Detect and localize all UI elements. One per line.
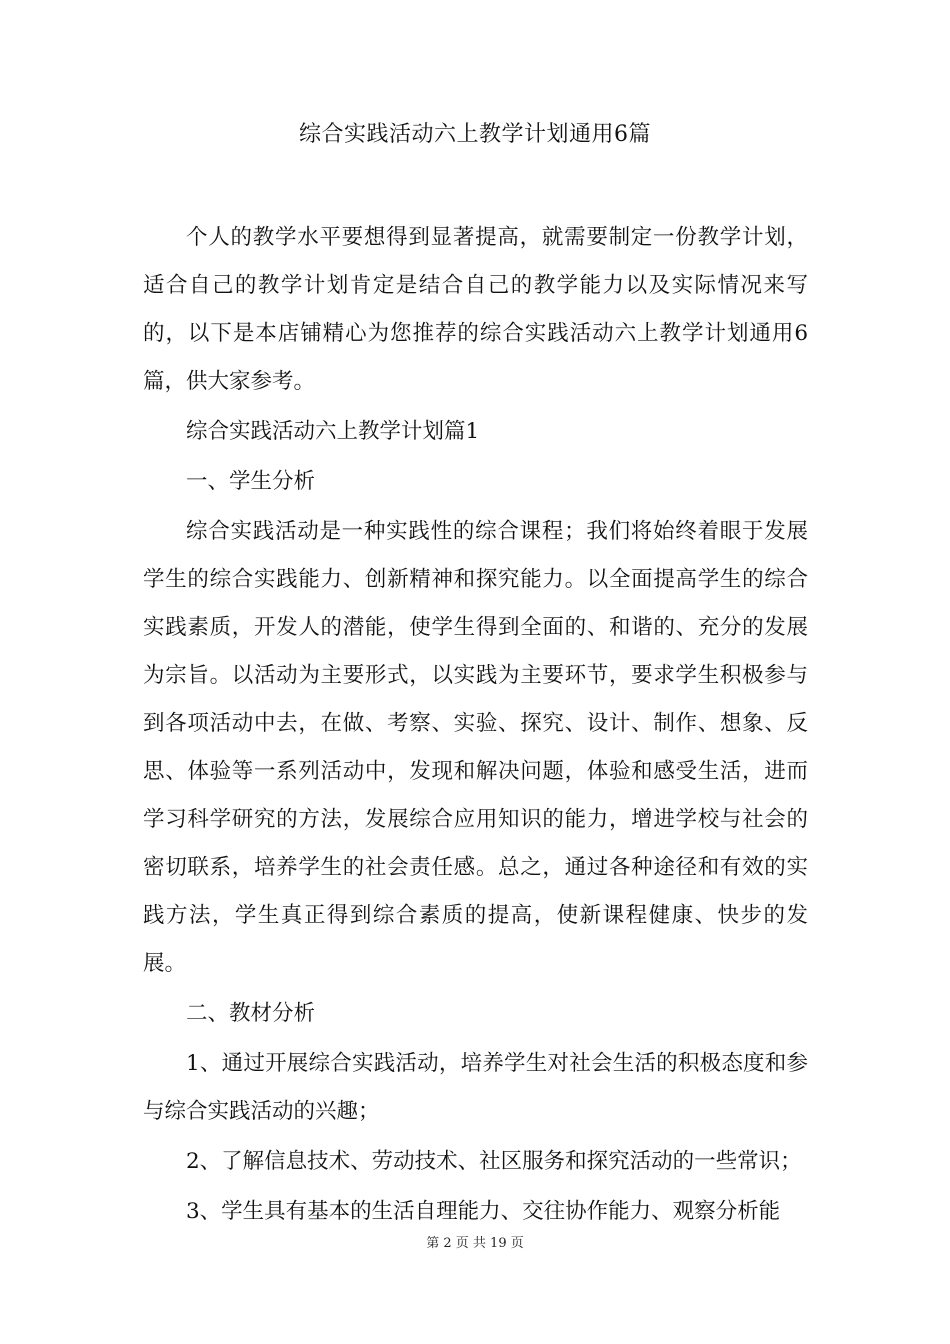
- list-item-3: 3、学生具有基本的生活自理能力、交往协作能力、观察分析能: [186, 1199, 781, 1224]
- page-title: 综合实践活动六上教学计划通用6篇: [299, 122, 651, 147]
- page-footer: 第 2 页 共 19 页: [426, 1236, 524, 1251]
- list-item-2: 2、了解信息技术、劳动技术、社区服务和探究活动的一些常识；: [186, 1149, 802, 1174]
- section-heading-plan-1: 综合实践活动六上教学计划篇1: [186, 419, 480, 444]
- section-heading-student-analysis: 一、学生分析: [186, 469, 316, 494]
- document-body: [143, 214, 808, 1238]
- list-item-1: 1、通过开展综合实践活动，培养学生对社会生活的积极态度和参与综合实践活动的兴趣；: [143, 1051, 808, 1124]
- section-heading-textbook-analysis: 二、教材分析: [186, 1001, 316, 1026]
- paragraph-intro: 个人的教学水平要想得到显著提高，就需要制定一份教学计划，适合自己的教学计划肯定是结合自己的教学能力以及实际情况来写的，以下是本店铺精心为您推荐的综合实践活动六上教学计划通用6篇，供大家参考。: [143, 225, 808, 394]
- paragraph-student-analysis: 综合实践活动是一种实践性的综合课程；我们将始终着眼于发展学生的综合实践能力、创新精神和探究能力。以全面提高学生的综合实践素质，开发人的潜能，使学生得到全面的、和谐的、充分的发展为宗旨。以活动为主要形式，以实践为主要环节，要求学生积极参与到各项活动中去，在做、考察、实验、探究、设计、制作、想象、反思、体验等一系列活动中，发现和解决问题，体验和感受生活，进而学习科学研究的方法，发展综合应用知识的能力，增进学校与社会的密切联系，培养学生的社会责任感。总之，通过各种途径和有效的实践方法，学生真正得到综合素质的提高，使新课程健康、快步的发展。: [143, 519, 808, 976]
